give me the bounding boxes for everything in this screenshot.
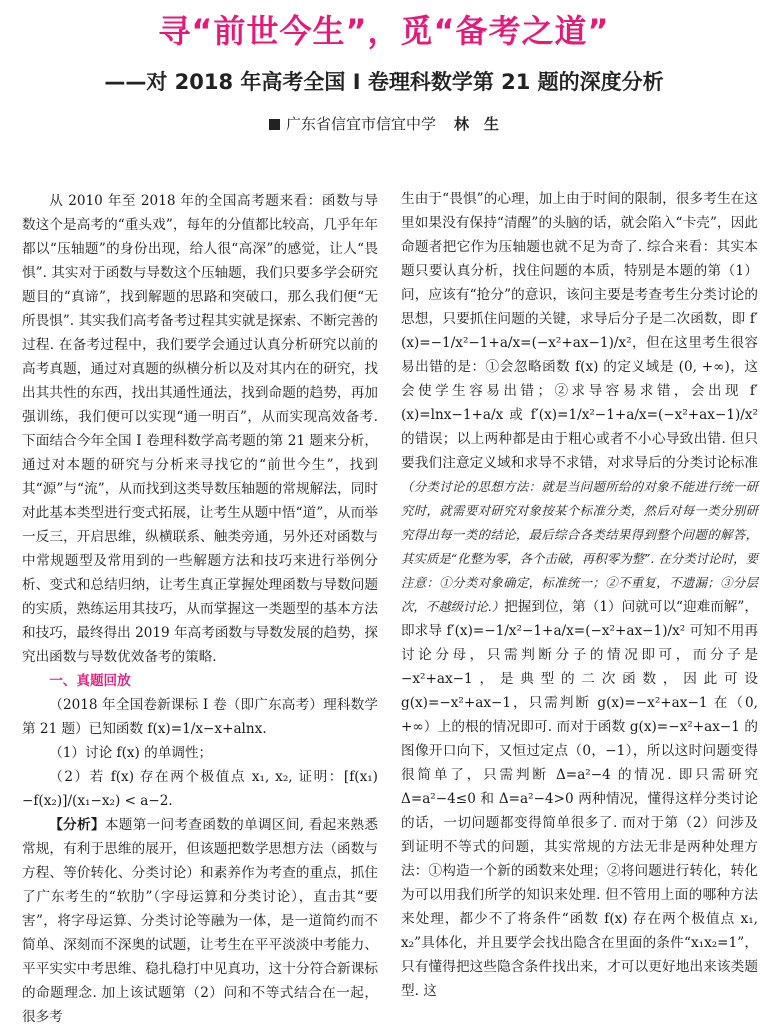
right-column bbox=[401, 187, 758, 1003]
problem-source: （2018 年全国卷新课标 Ⅰ 卷（即广东高考）理科数学第 21 题）已知函数 f(x)=1/x−x+alnx. bbox=[22, 697, 378, 737]
analysis-label: 【分析】 bbox=[49, 817, 105, 833]
analysis-paragraph bbox=[22, 813, 378, 1029]
continued-paragraph bbox=[401, 187, 758, 1003]
article-title: 寻“前世今生”，觅“备考之道” bbox=[158, 12, 610, 50]
classification-note: （分类讨论的思想方法：就是当问题所给的对象不能进行统一研究时，就需要对研究对象按某个标准分类，然后对每一类分别研究得出每一类的结论，最后综合各类结果得到整个问题的解答，其实质是“化整为零，各个击破，再积零为整”. 在分类讨论时，要注意：①分类对象确定，标准统一；②不重复，不遗漏；③分层次，不越级讨论.） bbox=[401, 479, 758, 614]
section-heading: 一、真题回放 bbox=[49, 673, 131, 689]
problem-question-1: （1）讨论 f(x) 的单调性； bbox=[49, 745, 213, 761]
article-subtitle: ——对 2018 年高考全国 Ⅰ 卷理科数学第 21 题的深度分析 bbox=[104, 70, 664, 94]
continued-text-2: 把握到位，第（1）问就可以“迎难而解”，即求导 f′(x)=−1/x²−1+a/x=(−x²+ax−1)/x² 可知不用再讨论分母，只需判断分子的情况即可，而分子是 −x²+ax−1，是典型的二次函数，因此可设 g(x)=−x²+ax−1，只需判断 g(x)=−x²+ax−1 在（0, +∞）上的根的情况即可. 而对于函数 g(x)=−x²+ax−1 的图像开口向下，又恒过定点（0，−1），所以这时问题变得很简单了，只需判断 Δ=a²−4 的情况. 即只需研究 Δ=a²−4≤0 和 Δ=a²−4>0 两种情况，懂得这样分类讨论的话，一切问题都变得简单很多了. 而对于第（2）问涉及到证明不等式的问题，其实常规的方法无非是两种处理方法：①构造一个新的函数来处理；②将问题进行转化，转化为可以用我们所学的知识来处理. 但不管用上面的哪种方法来处理，都少不了将条件“函数 f(x) 存在两个极值点 x₁, x₂”具体化，并且要学会找出隐含在里面的条件“x₁x₂=1”，只有懂得把这些隐含条件找出来，才可以更好地出来该类题型. 这 bbox=[401, 599, 758, 999]
square-bullet-icon bbox=[269, 119, 280, 130]
continued-text: 生由于“畏惧”的心理，加上由于时间的限制，很多考生在这里如果没有保持“清醒”的头脑的话，就会陷入“卡壳”，因此命题者把它作为压轴题也就不足为奇了. 综合来看：其实本题只要认真分析，找住问题的本质，特别是本题的第（1）问，应该有“抢分”的意识，该问主要是考查考生分类讨论的思想，只要抓住问题的关键，求导后分子是二次函数，即 f′(x)=−1/x²−1+a/x=(−x²+ax−1)/x²，但在这里考生很容易出错的是：①会忽略函数 f(x) 的定义域是 (0, +∞)，这会使学生容易出错；②求导容易求错，会出现 f′(x)=lnx−1+a/x 或 f′(x)=1/x²−1+a/x=(−x²+ax−1)/x² 的错误；以上两种都是由于粗心或者不小心导致出错. 但只要我们注意定义域和求导不求错，对求导后的分类讨论标准 bbox=[401, 191, 758, 471]
author-name: 林 生 bbox=[454, 115, 500, 133]
intro-paragraph: 从 2010 年至 2018 年的全国高考题来看：函数与导数这个是高考的“重头戏”，每年的分值都比较高，几乎年年都以“压轴题”的身份出现，给人很“高深”的感觉，让人“畏惧”. 其实对于函数与导数这个压轴题，我们只要多学会研究题目的“真谛”，找到解题的思路和突破口，那么我们便“无所畏惧”. 其实我们高考备考过程其实就是探索、不断完善的过程. 在备考过程中，我们要学会通过认真分析研究以前的高考真题，通过对真题的纵横分析以及对其内在的研究，找出其共性的东西，找出其通性通法，找到命题的趋势，再加强训练，我们便可以实现“通一明百”，从而实现高效备考. 下面结合今年全国 Ⅰ 卷理科数学高考题的第 21 题来分析，通过对本题的研究与分析来寻找它的“前世今生”，找到其“源”与“流”，从而找到这类导数压轴题的常规解法，同时对此基本类型进行变式拓展，让考生从题中悟“道”，从而举一反三，开启思维，纵横联系、触类旁通，另外还对函数与中常规题型及常用到的一些解题方法和技巧来进行举例分析、变式和总结归纳，让考生真正掌握处理函数与导数问题的实质，熟练运用其技巧，从而掌握这一类题型的基本方法和技巧，最终得出 2019 年高考函数与导数发展的趋势，探究出函数与导数优效备考的策略. bbox=[22, 193, 378, 665]
problem-question-2: （2）若 f(x) 存在两个极值点 x₁, x₂, 证明：[f(x₁)−f(x₂)]/(x₁−x₂) < a−2. bbox=[22, 769, 378, 809]
analysis-text: 本题第一问考查函数的单调区间, 看起来熟悉常规，有利于思维的展开，但该题把数学思想方法（函数与方程、等价转化、分类讨论）和素养作为考查的重点，抓住了广东考生的“软肋”（字母运算和分类讨论），直击其“要害”，将字母运算、分类讨论等融为一体，是一道简约而不简单、深刻而不深奥的试题，让考生在平平淡淡中考能力、平平实实中考思维、稳扎稳打中见真功，这十分符合新课标的命题理念. 加上该试题第（2）问和不等式结合在一起，很多考 bbox=[22, 817, 378, 1025]
left-column bbox=[22, 189, 378, 1029]
author-school: 广东省信宜市信宜中学 bbox=[285, 115, 436, 133]
byline bbox=[0, 113, 768, 134]
